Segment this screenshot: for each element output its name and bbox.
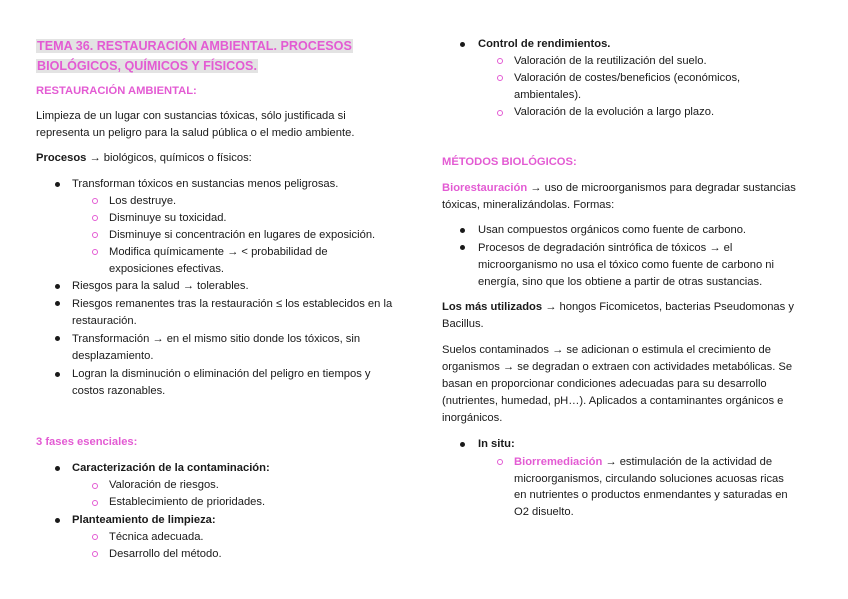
sub-bullet-ring (497, 58, 503, 64)
procesos-text: → biológicos, químicos o físicos: (86, 152, 252, 164)
list-item: Valoración de la evolución a largo plazo. (514, 106, 715, 118)
mas-text: → hongos Ficomicetos, bacterias Pseudomonas y (542, 301, 794, 313)
list-item-continuation: microorganismo no usa el tóxico como fuente de carbono ni (478, 259, 775, 271)
sub-bullet-ring (92, 198, 98, 204)
biorremediacion-line-1 (514, 454, 772, 471)
title-line-2: BIOLÓGICOS, QUÍMICOS Y FÍSICOS. (37, 59, 257, 73)
mas-utilizados-line-2: Bacillus. (442, 318, 484, 330)
bullet-dot (55, 466, 60, 471)
biorrem-text: → estimulación de la actividad de (602, 456, 773, 468)
list-item: Caracterización de la contaminación: (72, 462, 270, 474)
section-heading-restauracion: RESTAURACIÓN AMBIENTAL: (36, 85, 197, 97)
list-item: Transformación → en el mismo sitio donde los tóxicos, sin (72, 333, 361, 345)
mas-utilizados-line-1 (442, 299, 794, 316)
bullet-dot (55, 336, 60, 341)
sub-bullet-ring (92, 249, 98, 255)
list-item: Técnica adecuada. (109, 531, 204, 543)
sub-bullet-ring (92, 534, 98, 540)
list-item-continuation: costos razonables. (72, 385, 166, 397)
suelos-line: Suelos contaminados → se adicionan o estimula el crecimiento de (442, 344, 771, 356)
list-item: In situ: (478, 438, 515, 450)
list-item: Control de rendimientos. (478, 38, 611, 50)
list-item: Valoración de costes/beneficios (económicos, (514, 72, 741, 84)
list-item: Modifica químicamente → < probabilidad de (109, 246, 328, 258)
title-line-1: TEMA 36. RESTAURACIÓN AMBIENTAL. PROCESOS (37, 39, 352, 53)
list-item-continuation: exposiciones efectivas. (109, 263, 225, 275)
suelos-line: organismos → se degradan o extraen con actividades metabólicas. Se (442, 361, 793, 373)
suelos-line: basan en proporcionar condiciones adecuadas para su desarrollo (442, 378, 767, 390)
suelos-line: (nutrientes, humedad, pH…). Aplicados a contaminantes orgánicos e (442, 395, 784, 407)
bio-text: → uso de microorganismos para degradar sustancias (527, 182, 796, 194)
bullet-dot (55, 518, 60, 523)
biorrem-label: Biorremediación (514, 456, 603, 468)
procesos-paragraph (36, 150, 252, 167)
sub-bullet-ring (497, 110, 503, 116)
procesos-label: Procesos (36, 152, 87, 164)
list-item-continuation: desplazamiento. (72, 350, 154, 362)
list-item: Desarrollo del método. (109, 548, 222, 560)
section-heading-fases: 3 fases esenciales: (36, 436, 138, 448)
sub-bullet-ring (92, 215, 98, 221)
page-title (36, 36, 356, 76)
list-item: Procesos de degradación sintrófica de tóxicos → el (478, 242, 733, 254)
list-item: Valoración de riesgos. (109, 479, 219, 491)
bullet-dot (55, 182, 60, 187)
bio-paragraph-line-2: tóxicas, mineralizándolas. Formas: (442, 199, 615, 211)
sub-bullet-ring (497, 75, 503, 81)
list-item: Logran la disminución o eliminación del peligro en tiempos y (72, 368, 371, 380)
list-item: Disminuye su toxicidad. (109, 212, 227, 224)
list-item: Planteamiento de limpieza: (72, 514, 216, 526)
bullet-dot (55, 301, 60, 306)
list-item: Riesgos para la salud → tolerables. (72, 280, 249, 292)
bullet-dot (460, 42, 465, 47)
list-item: Usan compuestos orgánicos como fuente de carbono. (478, 224, 747, 236)
list-item-continuation: restauración. (72, 315, 137, 327)
sub-bullet-ring (92, 500, 98, 506)
suelos-line: inorgánicos. (442, 412, 503, 424)
list-item: Riesgos remanentes tras la restauración ≤ los establecidos en la (72, 298, 393, 310)
sub-bullet-ring (497, 459, 503, 465)
bio-label: Biorestauración (442, 182, 528, 194)
list-item: Disminuye si concentración en lugares de exposición. (109, 229, 376, 241)
list-item-continuation: O2 disuelto. (514, 506, 574, 518)
bullet-dot (460, 228, 465, 233)
intro-line-1: Limpieza de un lugar con sustancias tóxicas, sólo justificada si (36, 110, 346, 122)
list-item: Valoración de la reutilización del suelo. (514, 55, 707, 67)
intro-line-2: representa un peligro para la salud pública o el medio ambiente. (36, 127, 355, 139)
bullet-dot (55, 372, 60, 377)
bullet-dot (55, 284, 60, 289)
bullet-dot (460, 245, 465, 250)
list-item-continuation: microorganismos, circulando soluciones acuosas ricas (514, 473, 784, 485)
list-item: Los destruye. (109, 195, 177, 207)
list-item-continuation: en nutrientes o productos enmendantes y saturadas en (514, 489, 788, 501)
bio-paragraph-line-1 (442, 180, 796, 197)
list-item: Establecimiento de prioridades. (109, 496, 266, 508)
sub-bullet-ring (92, 483, 98, 489)
list-item: Transforman tóxicos en sustancias menos peligrosas. (72, 178, 339, 190)
sub-bullet-ring (92, 232, 98, 238)
list-item-continuation: ambientales). (514, 89, 582, 101)
mas-label: Los más utilizados (442, 301, 543, 313)
list-item-continuation: energía, sino que los obtiene a partir de otras sustancias. (478, 276, 763, 288)
sub-bullet-ring (92, 551, 98, 557)
section-heading-metodos: MÉTODOS BIOLÓGICOS: (442, 156, 577, 168)
bullet-dot (460, 442, 465, 447)
